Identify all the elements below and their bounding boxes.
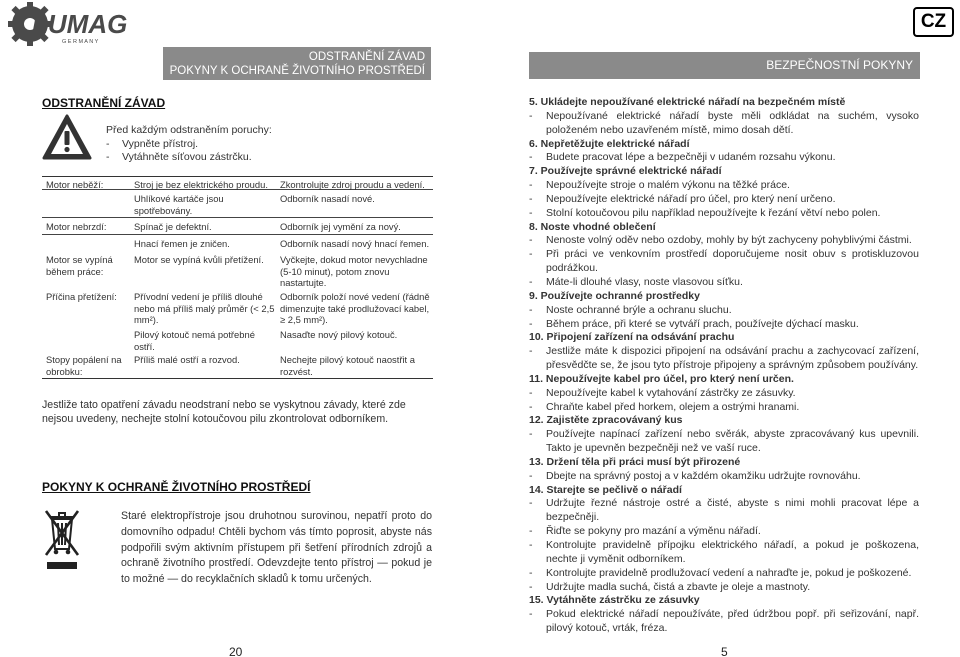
safety-section-heading: 10. Připojení zařízení na odsávání prachu	[529, 331, 735, 344]
left-header-line2: POKYNY K OCHRANĚ ŽIVOTNÍHO PROSTŘEDÍ	[169, 64, 425, 77]
safety-list-item: - Používejte napínací zařízení nebo svěrák, abyste zpracovávaný kus upevnili. Takto je upevněn bezpečněji než ve vaší ruce.	[529, 428, 919, 455]
table-row	[42, 235, 433, 251]
safety-section-heading: 9. Používejte ochranné prostředky	[529, 289, 700, 302]
safety-list-item: - Chraňte kabel před horkem, olejem a ostrými hranami.	[529, 400, 800, 413]
table-row	[42, 354, 433, 380]
safety-list-item: - Během práce, při které se vytváří prach, používejte dýchací masku.	[529, 317, 859, 330]
svg-text:LUMAG: LUMAG	[32, 9, 128, 39]
problem-cell: Motor nebrzdí:	[46, 221, 107, 232]
safety-list-item: - Nepoužívejte kabel k vytahování zástrčky ze zásuvky.	[529, 386, 796, 399]
left-header-band	[163, 47, 431, 80]
cause-cell: Stroj je bez elektrického proudu.	[134, 179, 268, 190]
remedy-cell: Nasaďte nový pilový kotouč.	[280, 329, 398, 340]
remedy-cell: Vyčkejte, dokud motor nevychladne (5-10 minut), potom znovu nastartujte.	[280, 254, 428, 289]
safety-section-heading: 15. Vytáhněte zástrčku ze zásuvky	[529, 594, 700, 607]
cause-cell: Spínač je defektní.	[134, 221, 212, 232]
remedy-cell: Odborník jej vymění za nový.	[280, 221, 401, 232]
safety-section-heading: 8. Noste vhodné oblečení	[529, 220, 656, 233]
safety-list-item: - Stolní kotoučovou pilu například nepoužívejte k řezání větví nebo polen.	[529, 206, 881, 219]
safety-list-item: - Pokud elektrické nářadí nepoužíváte, před údržbou popř. při seřizování, např. pilový kotouč, vrták, fréza.	[529, 608, 919, 635]
troubleshooting-title: ODSTRANĚNÍ ZÁVAD	[42, 96, 166, 110]
page-number-right: 5	[721, 645, 728, 657]
remedy-cell: Odborník nasadí nové.	[280, 193, 375, 204]
safety-list-item: - Udržujte řezné nástroje ostré a čisté, abyste s nimi mohli pracovat lépe a bezpečněji.	[529, 497, 919, 524]
safety-list-item: - Při práci ve venkovním prostředí doporučujeme nosit obuv s protiskluzovou podrážkou.	[529, 248, 919, 275]
safety-list-item: - Nenoste volný oděv nebo ozdoby, mohly by být zachyceny pohyblivými částmi.	[529, 234, 912, 247]
problem-cell: Motor se vypíná během práce:	[46, 254, 113, 277]
safety-section-heading: 14. Starejte se pečlivě o nářadí	[529, 483, 682, 496]
problem-cell: Stopy popálení na obrobku:	[46, 354, 122, 377]
environment-text: Staré elektropřístroje jsou druhotnou surovinou, nepatří proto do domovního odpadu! Chtěli bychom vás tímto poprosit, abyste nás podpořili svým aktivním přístupem při šetření přírodních zdrojů a ochraně životního prostředí. Odevzdejte tento přístroj — pokud je to možné — do recyklačních skladů k tomu určených.	[121, 510, 432, 586]
cause-cell: Hnací řemen je zničen.	[134, 238, 230, 249]
pre-repair-steps	[106, 124, 272, 165]
cause-cell: Přívodní vedení je příliš dlouhé nebo má příliš malý průměr (< 2,5 mm²).	[134, 291, 275, 326]
safety-list-item: - Nepoužívané elektrické nářadí byste měli odkládat na suchém, vysoko položeném nebo uzavřeném místě, mimo dosah dětí.	[529, 109, 919, 136]
problem-cell: Motor neběží:	[46, 179, 104, 190]
right-header-band: BEZPEČNOSTNÍ POKYNY	[529, 52, 920, 79]
safety-list-item: - Budete pracovat lépe a bezpečněji v udaném rozsahu výkonu.	[529, 151, 836, 164]
warning-icon	[42, 114, 92, 160]
safety-list-item: - Nepoužívejte stroje o malém výkonu na těžké práce.	[529, 179, 790, 192]
safety-list-item: - Kontrolujte pravidelně prodlužovací vedení a nahraďte je, pokud je poškozené.	[529, 566, 912, 579]
problem-cell: Příčina přetížení:	[46, 291, 117, 302]
lumag-logo	[8, 2, 134, 46]
remedy-cell: Odborník položí nové vedení (řádně dimenzujte také prodlužovací kabel, ≥ 2,5 mm²).	[280, 291, 430, 326]
pre-repair-intro: Před každým odstraněním poruchy:	[106, 124, 272, 136]
safety-list-item: - Řiďte se pokyny pro mazání a výměnu nářadí.	[529, 525, 761, 538]
safety-instructions	[529, 96, 919, 636]
remedy-cell: Zkontrolujte zdroj proudu a vedení.	[280, 179, 425, 190]
safety-section-heading: 11. Nepoužívejte kabel pro účel, pro který není určen.	[529, 372, 794, 385]
safety-list-item: - Kontrolujte pravidelně přípojku elektrického nářadí, a pokud je poškozena, nechte ji vyměnit odborníkem.	[529, 539, 919, 565]
safety-list-item: - Udržujte madla suchá, čistá a zbavte je oleje a mastnoty.	[529, 580, 811, 593]
table-row	[42, 328, 433, 354]
table-row	[42, 190, 433, 218]
svg-text:G E R M A N Y: G E R M A N Y	[62, 39, 99, 45]
table-row	[42, 291, 433, 328]
environment-title: POKYNY K OCHRANĚ ŽIVOTNÍHO PROSTŘEDÍ	[42, 480, 311, 494]
pre-repair-step: - Vypněte přístroj.	[106, 137, 199, 150]
safety-section-heading: 13. Držení těla při práci musí být přirozené	[529, 455, 741, 468]
table-row	[42, 251, 433, 291]
crossed-bin-icon	[42, 505, 82, 571]
table-row	[42, 218, 433, 235]
troubleshooting-table	[42, 176, 433, 379]
cause-cell: Motor se vypíná kvůli přetížení.	[134, 254, 264, 265]
remedy-cell: Odborník nasadí nový hnací řemen.	[280, 238, 430, 249]
troubleshooting-note: Jestliže tato opatření závadu neodstraní nebo se vyskytnou závady, které zde nejsou uvedeny, nechejte stolní kotoučovou pilu zkontrolovat odborníkem.	[42, 399, 406, 425]
left-header-line1: ODSTRANĚNÍ ZÁVAD	[308, 51, 425, 63]
safety-section-heading: 7. Používejte správné elektrické nářadí	[529, 165, 722, 178]
safety-list-item: - Dbejte na správný postoj a v každém okamžiku udržujte rovnováhu.	[529, 469, 861, 482]
remedy-cell: Nechejte pilový kotouč naostřit a rozvést.	[280, 354, 415, 377]
safety-list-item: - Noste ochranné brýle a ochranu sluchu.	[529, 303, 732, 316]
safety-section-heading: 6. Nepřetěžujte elektrické nářadí	[529, 137, 690, 150]
safety-section-heading: 5. Ukládejte nepoužívané elektrické nářadí na bezpečném místě	[529, 96, 846, 108]
page-number-left: 20	[229, 645, 243, 657]
pre-repair-step: - Vytáhněte síťovou zástrčku.	[106, 151, 252, 163]
safety-list-item: - Nepoužívejte elektrické nářadí pro účel, pro který není určeno.	[529, 192, 836, 205]
table-row	[42, 177, 433, 190]
cause-cell: Pilový kotouč nemá potřebné ostří.	[134, 329, 255, 352]
safety-list-item: - Jestliže máte k dispozici připojení na odsávání prachu a zachycovací zařízení, přesvědčte se, že jsou tyto přístroje připojeny a správným způsobem používány.	[529, 345, 919, 372]
cause-cell: Uhlíkové kartáče jsou spotřebovány.	[134, 193, 224, 216]
safety-list-item: - Máte-li dlouhé vlasy, noste vlasovou síťku.	[529, 275, 743, 288]
cause-cell: Příliš malé ostří a rozvod.	[134, 354, 240, 365]
safety-section-heading: 12. Zajistěte zpracovávaný kus	[529, 414, 683, 427]
language-badge: CZ	[913, 7, 954, 37]
